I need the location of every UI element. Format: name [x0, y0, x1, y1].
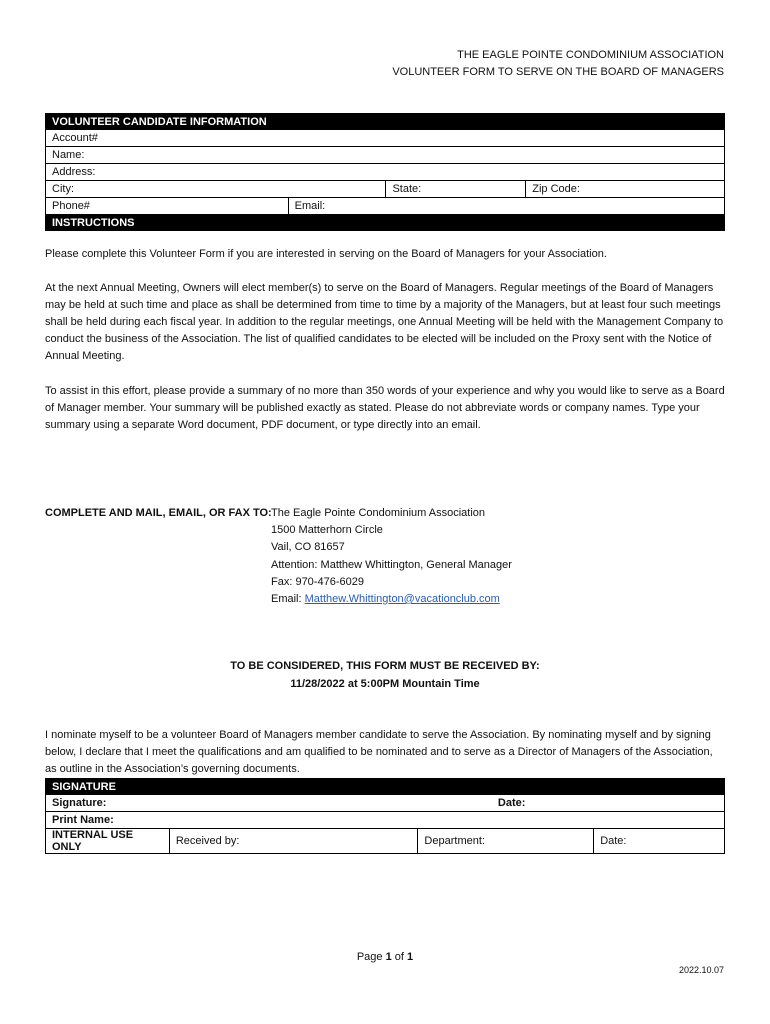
current-page: 1: [385, 951, 392, 963]
form-title: VOLUNTEER FORM TO SERVE ON THE BOARD OF MANAGERS: [392, 66, 724, 78]
instructions-paragraph-3: To assist in this effort, please provide a summary of no more than 350 words of your experience and why you would like to serve as a Board of Manager member. Your summary will be published exactly as stated. Please do not abbreviate words or company names. Type your summary using a separate Word document, PDF document, or type directly into an email.: [45, 385, 725, 431]
deadline-line-1: TO BE CONSIDERED, THIS FORM MUST BE RECEIVED BY:: [230, 660, 540, 672]
name-field[interactable]: Name:: [46, 147, 725, 164]
signature-field[interactable]: Signature:: [46, 795, 418, 812]
email-link[interactable]: Matthew.Whittington@vacationclub.com: [304, 593, 500, 606]
mail-email-line: [271, 591, 512, 608]
mail-attention: Attention: Matthew Whittington, General Manager: [271, 558, 512, 571]
association-title: THE EAGLE POINTE CONDOMINIUM ASSOCIATION: [457, 49, 724, 61]
internal-use-label: INTERNAL USE ONLY: [46, 829, 170, 854]
mail-fax: Fax: 970-476-6029: [271, 575, 364, 588]
account-field[interactable]: Account#: [46, 130, 725, 147]
signature-table: [45, 778, 725, 854]
candidate-info-heading: VOLUNTEER CANDIDATE INFORMATION: [46, 114, 725, 130]
print-name-field[interactable]: Print Name:: [46, 812, 725, 829]
instructions-heading: INSTRUCTIONS: [46, 215, 725, 231]
signature-heading: SIGNATURE: [46, 779, 725, 795]
instructions-paragraph-2: At the next Annual Meeting, Owners will elect member(s) to serve on the Board of Managers. Regular meetings of the Board of Managers may be held at such time and place as shall be determined from time to time by a majority of the Managers, but at least four such meetings shall be held during each fiscal year. In addition to the regular meetings, one Annual Meeting will be held with the Management Company to conduct the business of the Association. The list of qualified candidates to be elected will be included on the Proxy sent with the Notice of Annual Meeting.: [45, 282, 724, 362]
received-by-field[interactable]: Received by:: [169, 829, 418, 854]
total-pages: 1: [407, 951, 414, 963]
instructions-paragraph-1: Please complete this Volunteer Form if you are interested in serving on the Board of Managers for your Association.: [45, 248, 607, 260]
mailing-address: [271, 505, 512, 608]
phone-field[interactable]: Phone#: [46, 198, 289, 215]
deadline-notice: [45, 657, 725, 693]
zip-field[interactable]: Zip Code:: [526, 181, 725, 198]
nomination-statement: I nominate myself to be a volunteer Board of Managers member candidate to serve the Association. By nominating myself and by signing below, I declare that I meet the qualifications and am qualified to be nominated and to serve as a Director of Managers of the Association, as outline in the Association’s governing documents.: [45, 729, 713, 775]
signature-date-field[interactable]: Date:: [418, 795, 725, 812]
mail-label: COMPLETE AND MAIL, EMAIL, OR FAX TO:: [45, 507, 272, 519]
state-field[interactable]: State:: [386, 181, 526, 198]
city-field[interactable]: City:: [46, 181, 386, 198]
candidate-info-table: [45, 113, 725, 231]
mail-org: The Eagle Pointe Condominium Association: [271, 507, 486, 519]
page-number: Page 1 of 1: [356, 951, 414, 963]
mail-street: 1500 Matterhorn Circle: [271, 524, 383, 537]
email-field[interactable]: Email:: [288, 198, 724, 215]
deadline-date: 11/28/2022 at 5:00PM Mountain Time: [290, 678, 480, 690]
department-field[interactable]: Department:: [418, 829, 594, 854]
mail-city: Vail, CO 81657: [271, 541, 345, 554]
mail-email-prefix: Email:: [271, 593, 305, 606]
document-header: [392, 47, 724, 81]
address-field[interactable]: Address:: [46, 164, 725, 181]
internal-date-field[interactable]: Date:: [594, 829, 725, 854]
version-date: 2022.10.07: [678, 965, 724, 975]
